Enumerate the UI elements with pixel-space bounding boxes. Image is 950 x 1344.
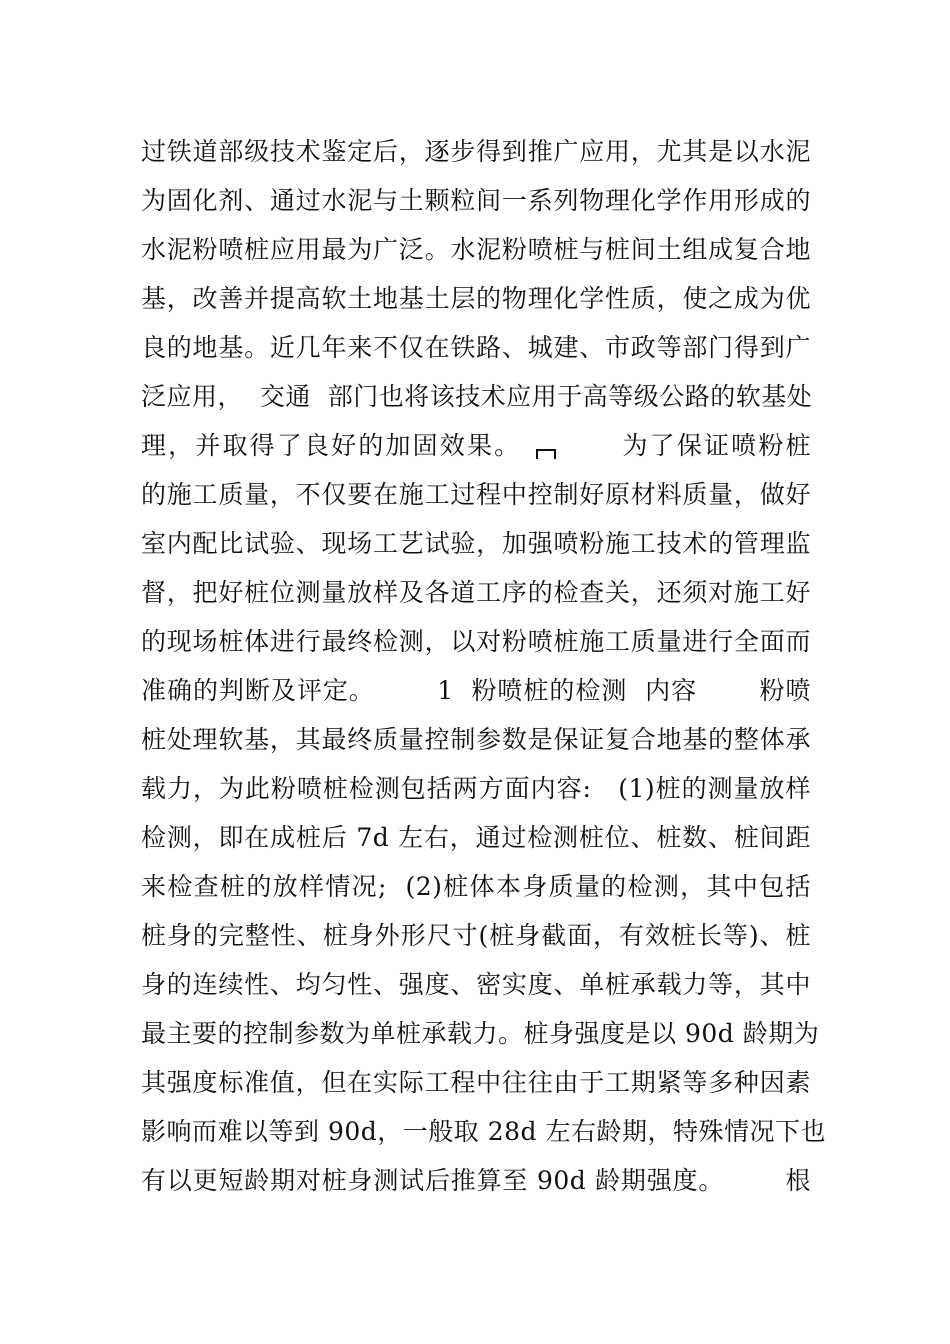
text-line: 准确的判断及评定。 1 粉喷桩的检测 内容 粉喷 [141, 676, 811, 705]
text-line: 桩处理软基，其最终质量控制参数是保证复合地基的整体承 [141, 725, 811, 754]
text-line: 最主要的控制参数为单桩承载力。桩身强度是以 90d 龄期为 [141, 1019, 820, 1048]
text-line: 为固化剂、通过水泥与土颗粒间一系列物理化学作用形成的 [141, 186, 811, 215]
text-line: 其强度标准值，但在实际工程中往往由于工期紧等多种因素 [141, 1068, 811, 1097]
text-line: 的现场桩体进行最终检测，以对粉喷桩施工质量进行全面而 [141, 627, 811, 656]
text-line: 检测，即在成桩后 7d 左右，通过检测桩位、桩数、桩间距 [141, 823, 811, 852]
text-line: 良的地基。近几年来不仅在铁路、城建、市政等部门得到广 [141, 333, 811, 362]
text-line: 载力，为此粉喷桩检测包括两方面内容: (1)桩的测量放样 [141, 774, 811, 803]
text-line: 有以更短龄期对桩身测试后推算至 90d 龄期强度。 根 [141, 1166, 811, 1195]
text-line: 影响而难以等到 90d，一般取 28d 左右龄期，特殊情况下也 [141, 1117, 826, 1146]
body-text [141, 127, 826, 1205]
text-line: 来检查桩的放样情况; (2)桩体本身质量的检测，其中包括 [141, 872, 811, 901]
bracket-mark [536, 449, 556, 459]
text-line: 基，改善并提高软土地基土层的物理化学性质，使之成为优 [141, 284, 811, 313]
text-line: 室内配比试验、现场工艺试验，加强喷粉施工技术的管理监 [141, 529, 811, 558]
text-line: 督，把好桩位测量放样及各道工序的检查关，还须对施工好 [141, 578, 811, 607]
text-line: 泛应用， 交通 部门也将该技术应用于高等级公路的软基处 [141, 382, 813, 411]
text-line: 桩身的完整性、桩身外形尺寸(桩身截面，有效桩长等)、桩 [141, 921, 811, 950]
text-line: 水泥粉喷桩应用最为广泛。水泥粉喷桩与桩间土组成复合地 [141, 235, 811, 264]
text-line: 过铁道部级技术鉴定后，逐步得到推广应用，尤其是以水泥 [141, 137, 811, 166]
text-line: 的施工质量，不仅要在施工过程中控制好原材料质量，做好 [141, 480, 811, 509]
text-line: 理，并取得了良好的加固效果。 为了保证喷粉桩 [141, 431, 811, 460]
text-line: 身的连续性、均匀性、强度、密实度、单桩承载力等，其中 [141, 970, 811, 999]
